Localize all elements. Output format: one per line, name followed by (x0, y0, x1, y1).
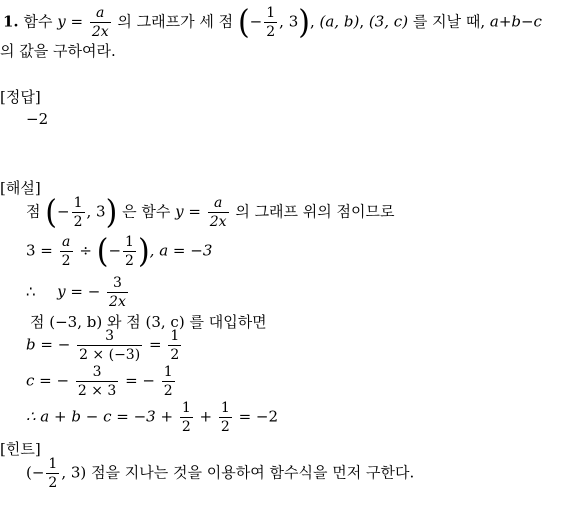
hint-line: (− $\frac{1}{2}$ , 3) 점을 지나는 것을 이용하여 함수식을 먼저 구한다. (26, 456, 415, 491)
hint-header: [힌트] (0, 440, 41, 458)
hint-text: 점을 지나는 것을 이용하여 함수식을 먼저 구한다. (91, 463, 415, 482)
solution-line-7: ∴ a + b − c = −3 + $\frac{1}{2}$ + $\frac{1}{2}$ = −2 (26, 400, 279, 435)
problem-line-2: 의 값을 구하여라. (0, 42, 116, 60)
problem-number: 1. (3, 12, 19, 31)
problem-line-1: 1. 함수 y = $\frac{a}{2x}$ 의 그래프가 세 점 (− $\frac{1}{2}$ , 3), (a, b), (3, c) 를 지날 때, a+b−c (3, 2, 542, 42)
solution-line-5: b = − $\frac{3}{2 \times (-3)}$ = $\frac{1}{2}$ (26, 328, 180, 363)
point3: (3, c) (368, 12, 409, 31)
problem-expression: a+b−c (489, 12, 542, 31)
solution-line-6: c = − $\frac{3}{2 \times 3}$ = − $\frac{1}{2}$ (26, 364, 173, 399)
problem-mid-text: 의 그래프가 세 점 (117, 12, 234, 31)
solution-line-4: 점 (−3, b) 와 점 (3, c) 를 대입하면 (30, 313, 267, 331)
point2: (a, b) (319, 12, 360, 31)
point1-fraction: $\frac{1}{2}$ (266, 5, 276, 40)
solution-line-2: 3 = $\frac{a}{2}$ ÷ (− $\frac{1}{2}$ ), a = −3 (26, 231, 213, 271)
answer-value: −2 (26, 110, 49, 128)
function-fraction: $\frac{a}{2x}$ (91, 5, 109, 40)
answer-header: [정답] (0, 88, 41, 106)
function-lhs: y = (57, 12, 84, 31)
solution-line-1: 점 (− $\frac{1}{2}$ , 3) 은 함수 y = $\frac{a}{2x}$ 의 그래프 위의 점이므로 (26, 192, 395, 232)
solution-line-3: ∴ y = − $\frac{3}{2x}$ (26, 275, 126, 310)
problem-prefix: 함수 (23, 12, 53, 31)
problem-end-text: 를 지날 때, (412, 12, 486, 31)
solution-header: [해설] (0, 179, 41, 197)
